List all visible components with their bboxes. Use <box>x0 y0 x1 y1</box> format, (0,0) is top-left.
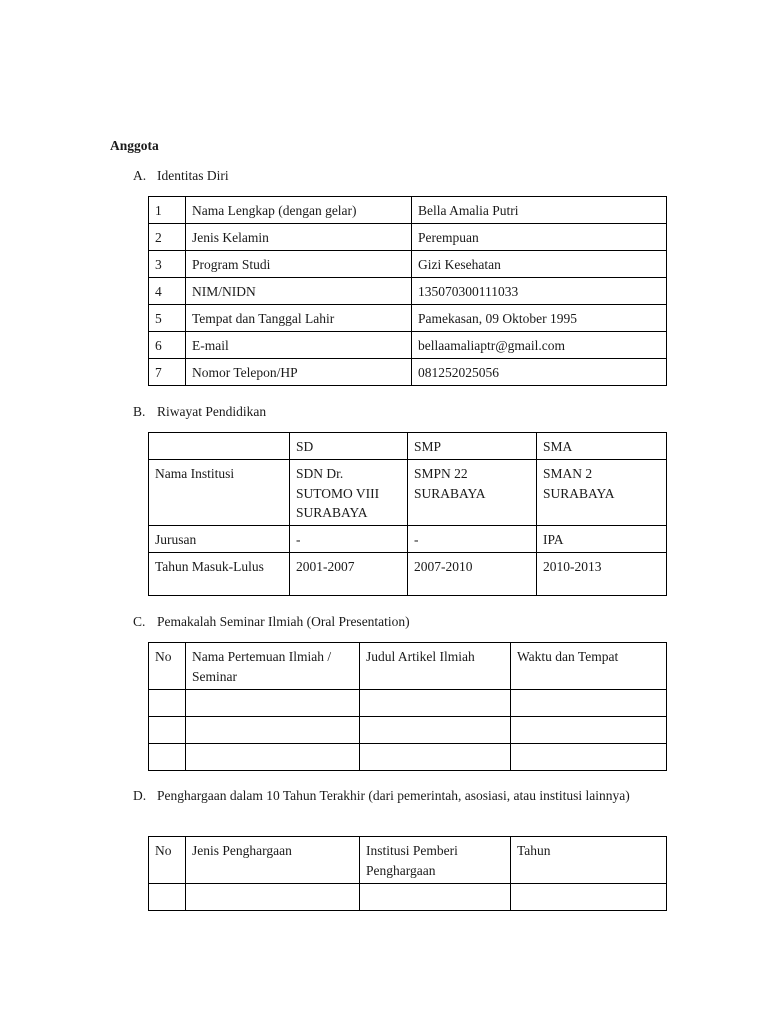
row-label: Jurusan <box>149 526 290 553</box>
field-label: E-mail <box>186 332 412 359</box>
row-number: 4 <box>149 278 186 305</box>
table-cell: SMPN 22 SURABAYA <box>408 460 537 526</box>
row-label: Nama Institusi <box>149 460 290 526</box>
column-header: SMA <box>537 433 667 460</box>
field-value: Gizi Kesehatan <box>412 251 667 278</box>
table-cell <box>149 717 186 744</box>
table-cell <box>149 690 186 717</box>
table-cell: IPA <box>537 526 667 553</box>
section-a-letter: A. <box>133 168 147 183</box>
section-b-title <box>133 402 266 421</box>
column-header: Institusi Pemberi Penghargaan <box>360 837 511 884</box>
column-header: Waktu dan Tempat <box>511 643 667 690</box>
table-row <box>149 717 667 744</box>
column-header: Nama Pertemuan Ilmiah / Seminar <box>186 643 360 690</box>
document-heading: Anggota <box>110 138 159 153</box>
table-row <box>149 359 667 386</box>
section-d-letter: D. <box>133 788 147 803</box>
seminar-table <box>148 642 667 771</box>
section-c-title <box>133 612 410 631</box>
section-c-letter: C. <box>133 614 146 629</box>
table-header-row <box>149 433 667 460</box>
table-cell <box>186 717 360 744</box>
row-number: 7 <box>149 359 186 386</box>
column-header <box>149 433 290 460</box>
identity-table <box>148 196 667 386</box>
table-cell: SDN Dr. SUTOMO VIII SURABAYA <box>290 460 408 526</box>
table-cell: 2010-2013 <box>537 553 667 596</box>
education-table <box>148 432 667 596</box>
field-label: Nama Lengkap (dengan gelar) <box>186 197 412 224</box>
table-row <box>149 744 667 771</box>
column-header: Tahun <box>511 837 667 884</box>
table-row <box>149 197 667 224</box>
field-value: bellaamaliaptr@gmail.com <box>412 332 667 359</box>
table-cell <box>360 744 511 771</box>
field-label: Nomor Telepon/HP <box>186 359 412 386</box>
table-header-row <box>149 643 667 690</box>
row-number: 3 <box>149 251 186 278</box>
table-row <box>149 278 667 305</box>
table-cell: 2001-2007 <box>290 553 408 596</box>
table-cell <box>511 690 667 717</box>
section-a-title <box>133 166 229 185</box>
column-header: Jenis Penghargaan <box>186 837 360 884</box>
table-cell <box>511 884 667 911</box>
table-row <box>149 690 667 717</box>
table-row <box>149 460 667 526</box>
section-b-letter: B. <box>133 404 146 419</box>
field-value: Pamekasan, 09 Oktober 1995 <box>412 305 667 332</box>
table-cell <box>149 884 186 911</box>
column-header: SMP <box>408 433 537 460</box>
field-value: Bella Amalia Putri <box>412 197 667 224</box>
table-cell <box>186 690 360 717</box>
table-row <box>149 553 667 596</box>
table-cell <box>511 717 667 744</box>
section-d-label: Penghargaan dalam 10 Tahun Terakhir (dari pemerintah, asosiasi, atau institusi lainnya) <box>157 788 630 803</box>
row-label: Tahun Masuk-Lulus <box>149 553 290 596</box>
section-c-label: Pemakalah Seminar Ilmiah (Oral Presentation) <box>157 614 410 629</box>
row-number: 2 <box>149 224 186 251</box>
row-number: 6 <box>149 332 186 359</box>
field-value: 135070300111033 <box>412 278 667 305</box>
table-cell: SMAN 2 SURABAYA <box>537 460 667 526</box>
column-header: Judul Artikel Ilmiah <box>360 643 511 690</box>
field-value: 081252025056 <box>412 359 667 386</box>
table-cell <box>511 744 667 771</box>
section-a-label: Identitas Diri <box>157 168 229 183</box>
row-number: 5 <box>149 305 186 332</box>
table-row <box>149 332 667 359</box>
table-cell <box>149 744 186 771</box>
table-row <box>149 305 667 332</box>
table-cell: - <box>290 526 408 553</box>
field-label: Tempat dan Tanggal Lahir <box>186 305 412 332</box>
row-number: 1 <box>149 197 186 224</box>
field-label: NIM/NIDN <box>186 278 412 305</box>
table-row <box>149 251 667 278</box>
table-header-row <box>149 837 667 884</box>
table-cell <box>360 690 511 717</box>
table-cell: - <box>408 526 537 553</box>
table-row <box>149 526 667 553</box>
column-header: No <box>149 643 186 690</box>
table-cell: 2007-2010 <box>408 553 537 596</box>
column-header: No <box>149 837 186 884</box>
section-d-title <box>133 786 673 805</box>
table-cell <box>360 717 511 744</box>
table-row <box>149 884 667 911</box>
field-label: Jenis Kelamin <box>186 224 412 251</box>
table-cell <box>186 744 360 771</box>
section-b-label: Riwayat Pendidikan <box>157 404 267 419</box>
table-row <box>149 224 667 251</box>
field-label: Program Studi <box>186 251 412 278</box>
table-cell <box>360 884 511 911</box>
column-header: SD <box>290 433 408 460</box>
awards-table <box>148 836 667 911</box>
field-value: Perempuan <box>412 224 667 251</box>
table-cell <box>186 884 360 911</box>
